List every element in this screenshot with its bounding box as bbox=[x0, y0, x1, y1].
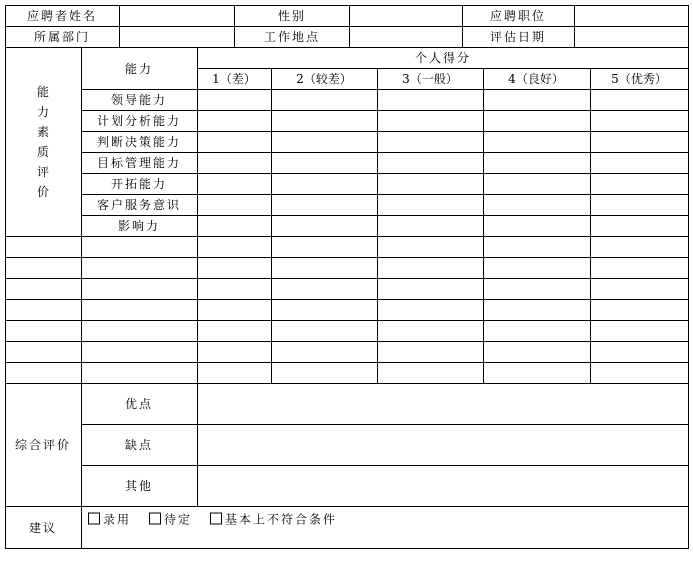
checkbox-icon[interactable] bbox=[88, 513, 100, 525]
suggestion-option-label: 基本上不符合条件 bbox=[225, 512, 338, 527]
position-label: 应聘职位 bbox=[489, 9, 547, 23]
weaknesses-field[interactable] bbox=[202, 427, 684, 463]
ability-label: 判断决策能力 bbox=[96, 135, 182, 149]
checkbox-icon[interactable] bbox=[210, 513, 222, 525]
suggestion-option-not-qualified[interactable] bbox=[210, 511, 337, 528]
position-field[interactable] bbox=[579, 8, 685, 24]
weaknesses-label: 缺点 bbox=[124, 438, 154, 452]
competency-section-label-line: 评价 bbox=[36, 165, 49, 199]
competency-section-label-line: 素质 bbox=[36, 125, 49, 159]
score-column-header: 5（优秀） bbox=[611, 72, 667, 86]
other-label: 其他 bbox=[124, 479, 154, 493]
suggestion-option-label: 录用 bbox=[103, 512, 132, 527]
other-field[interactable] bbox=[202, 468, 684, 504]
department-field[interactable] bbox=[124, 29, 230, 45]
strengths-field[interactable] bbox=[202, 386, 684, 422]
competency-section-label bbox=[35, 82, 51, 202]
work-location-label: 工作地点 bbox=[263, 30, 321, 44]
score-column-header: 2（较差） bbox=[296, 72, 352, 86]
score-column-header: 3（一般） bbox=[402, 72, 458, 86]
summary-section-label: 综合评价 bbox=[14, 438, 72, 452]
ability-label: 计划分析能力 bbox=[96, 114, 182, 128]
score-header: 个人得分 bbox=[414, 51, 472, 65]
gender-label: 性别 bbox=[277, 9, 307, 23]
applicant-name-label: 应聘者姓名 bbox=[26, 9, 98, 23]
ability-label: 开拓能力 bbox=[110, 177, 168, 191]
department-label: 所属部门 bbox=[33, 30, 91, 44]
evaluation-date-field[interactable] bbox=[579, 29, 685, 45]
evaluation-date-label: 评估日期 bbox=[489, 30, 547, 44]
ability-label: 影响力 bbox=[117, 219, 161, 233]
suggestion-section-label: 建议 bbox=[28, 521, 58, 535]
ability-label: 目标管理能力 bbox=[96, 156, 182, 170]
strengths-label: 优点 bbox=[124, 397, 154, 411]
work-location-field[interactable] bbox=[354, 29, 458, 45]
suggestion-option-hire[interactable] bbox=[88, 511, 131, 528]
suggestion-option-pending[interactable] bbox=[149, 511, 192, 528]
suggestion-option-label: 待定 bbox=[164, 512, 193, 527]
score-column-header: 1（差） bbox=[212, 72, 256, 86]
gender-field[interactable] bbox=[354, 8, 458, 24]
checkbox-icon[interactable] bbox=[149, 513, 161, 525]
ability-label: 客户服务意识 bbox=[96, 198, 182, 212]
evaluation-form bbox=[5, 5, 689, 549]
ability-label: 领导能力 bbox=[110, 93, 168, 107]
competency-section-label-line: 能力 bbox=[36, 85, 49, 119]
score-column-header: 4（良好） bbox=[508, 72, 564, 86]
ability-header: 能力 bbox=[124, 62, 154, 76]
applicant-name-field[interactable] bbox=[124, 8, 230, 24]
